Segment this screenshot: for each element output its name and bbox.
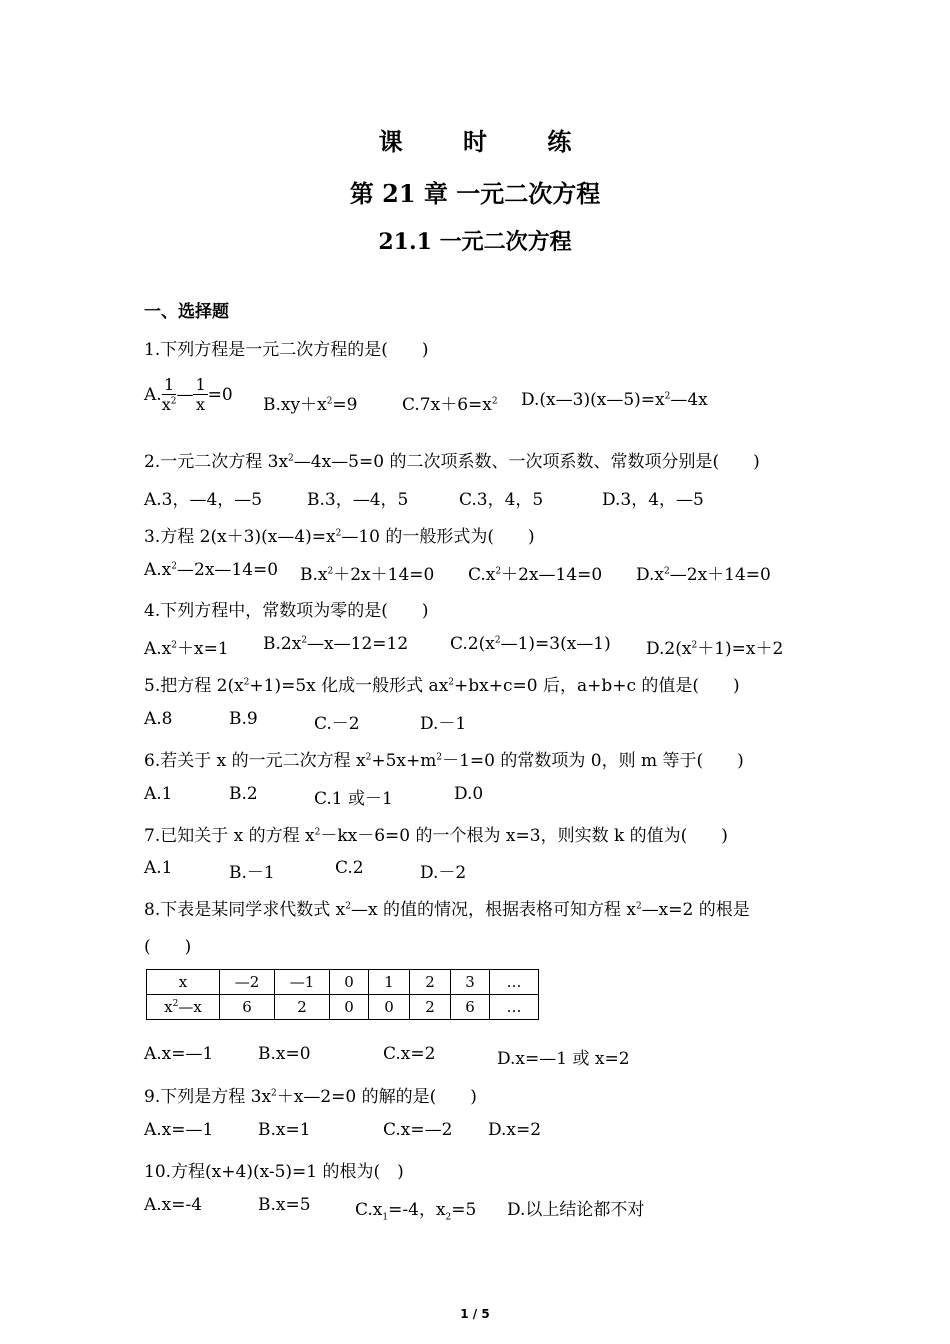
question-3-option-d: $D.x^2—2x+14=0$	[636, 565, 771, 585]
section-title: 21.1 一元二次方程	[378, 229, 572, 255]
question-2-option-d: D.3，4，—5	[602, 490, 704, 510]
table-header-cell: $x^2—x$	[147, 995, 220, 1020]
table-cell: —2	[220, 970, 275, 995]
question-1-option-a: A. $\frac{1}{x^2}$ — $\frac{1}{x}$ =0	[144, 375, 233, 414]
question-6-option-c: C.1 或－1	[314, 789, 393, 809]
question-8-option-c: C.x=2	[383, 1044, 436, 1064]
question-8-stem: 8.下表是某同学求代数式 $x^2—x$ 的值的情况，根据表格可知方程 $x^2—x=2$ 的根是	[144, 900, 750, 920]
table-cell: 1	[369, 970, 410, 995]
table-cell: 0	[330, 970, 369, 995]
question-9-option-a: A.x=—1	[144, 1120, 214, 1140]
table-cell: 6	[220, 995, 275, 1020]
chapter-title: 第 21 章 一元二次方程	[349, 179, 601, 208]
question-9-stem: 9.下列是方程 $3x^2+x—2=0$ 的解的是( )	[144, 1087, 477, 1107]
worksheet-title: 课 时 练	[378, 127, 598, 156]
question-7-stem: 7.已知关于 x 的方程 $x^2-kx-6=0$ 的一个根为 x=3，则实数 k 的值为( )	[144, 826, 728, 846]
question-10-option-a: A.x=-4	[144, 1195, 203, 1215]
table-cell: 0	[369, 995, 410, 1020]
table-cell: 2	[410, 995, 451, 1020]
question-8-option-b: B.x=0	[258, 1044, 311, 1064]
question-5-stem: 5.把方程 $2(x^2+1)=5x$ 化成一般形式 $ax^2+bx+c=0$ 后，a+b+c 的值是( )	[144, 676, 740, 696]
question-10-stem: 10.方程(x+4)(x-5)=1 的根为( )	[144, 1162, 404, 1182]
question-4-option-d: $D.2(x^2+1)=x+2$	[646, 639, 784, 659]
question-3-stem: 3.方程 $2(x+3)(x—4)=x^2—10$ 的一般形式为( )	[144, 527, 535, 547]
question-1-option-c: $C.7x+6=x^2$	[402, 395, 498, 415]
question-3-option-b: $B.x^2+2x+14=0$	[300, 565, 435, 585]
question-2-stem: 2.一元二次方程 $3x^2—4x—5=0$ 的二次项系数、一次项系数、常数项分别是( )	[144, 452, 760, 472]
table-cell: 2	[275, 995, 330, 1020]
question-6-option-b: B.2	[229, 784, 258, 804]
question-1-option-d: $D.(x—3)(x—5)=x^2—4x$	[521, 390, 708, 410]
page-number: 1 / 5	[460, 1307, 490, 1321]
table-cell: …	[490, 970, 539, 995]
question-7-option-a: A.1	[144, 858, 173, 878]
question-1-stem: 1.下列方程是一元二次方程的是( )	[144, 340, 429, 360]
question-9-option-b: B.x=1	[258, 1120, 311, 1140]
table-cell: —1	[275, 970, 330, 995]
question-8-option-d: D.x=—1 或 x=2	[497, 1049, 630, 1069]
table-cell: 3	[451, 970, 490, 995]
question-5-option-c: C.－2	[314, 714, 360, 734]
question-5-option-b: B.9	[229, 709, 258, 729]
question-9-option-d: D.x=2	[488, 1120, 542, 1140]
values-table	[146, 969, 539, 1020]
question-8-stem-line2: ( )	[144, 937, 192, 957]
question-4-stem: 4.下列方程中，常数项为零的是( )	[144, 601, 429, 621]
question-7-option-c: C.2	[335, 858, 364, 878]
question-7-option-d: D.－2	[420, 863, 467, 883]
question-6-option-d: D.0	[454, 784, 484, 804]
question-9-option-c: C.x=—2	[383, 1120, 453, 1140]
question-10-option-c: $C.x_1=-4$，$x_2=5$	[355, 1200, 477, 1223]
question-5-option-d: D.－1	[420, 714, 467, 734]
table-cell: …	[490, 995, 539, 1020]
question-6-option-a: A.1	[144, 784, 173, 804]
table-row	[147, 970, 539, 995]
table-row	[147, 995, 539, 1020]
question-6-stem: 6.若关于 x 的一元二次方程 $x^2+5x+m^2-1=0$ 的常数项为 0，则 m 等于( )	[144, 751, 744, 771]
table-cell: 2	[410, 970, 451, 995]
question-3-option-a: $A.x^2—2x—14=0$	[144, 560, 279, 580]
question-4-option-b: $B.2x^2—x—12=12$	[263, 634, 409, 654]
table-cell: 6	[451, 995, 490, 1020]
question-2-option-c: C.3，4，5	[459, 490, 544, 510]
question-4-option-c: $C.2(x^2—1)=3(x—1)$	[450, 634, 611, 654]
question-8-option-a: A.x=—1	[144, 1044, 214, 1064]
table-cell: 0	[330, 995, 369, 1020]
question-7-option-b: B.－1	[229, 863, 275, 883]
question-10-option-d: D.以上结论都不对	[507, 1200, 645, 1220]
question-10-option-b: B.x=5	[258, 1195, 311, 1215]
question-3-option-c: $C.x^2+2x—14=0$	[468, 565, 603, 585]
table-header-cell: x	[147, 970, 220, 995]
question-2-option-a: A.3，—4，—5	[144, 490, 263, 510]
question-5-option-a: A.8	[144, 709, 173, 729]
question-4-option-a: $A.x^2+x=1$	[144, 639, 229, 659]
question-2-option-b: B.3，—4，5	[307, 490, 409, 510]
section-label: 一、选择题	[144, 302, 229, 322]
question-1-option-b: $B.xy+x^2=9$	[263, 395, 358, 415]
